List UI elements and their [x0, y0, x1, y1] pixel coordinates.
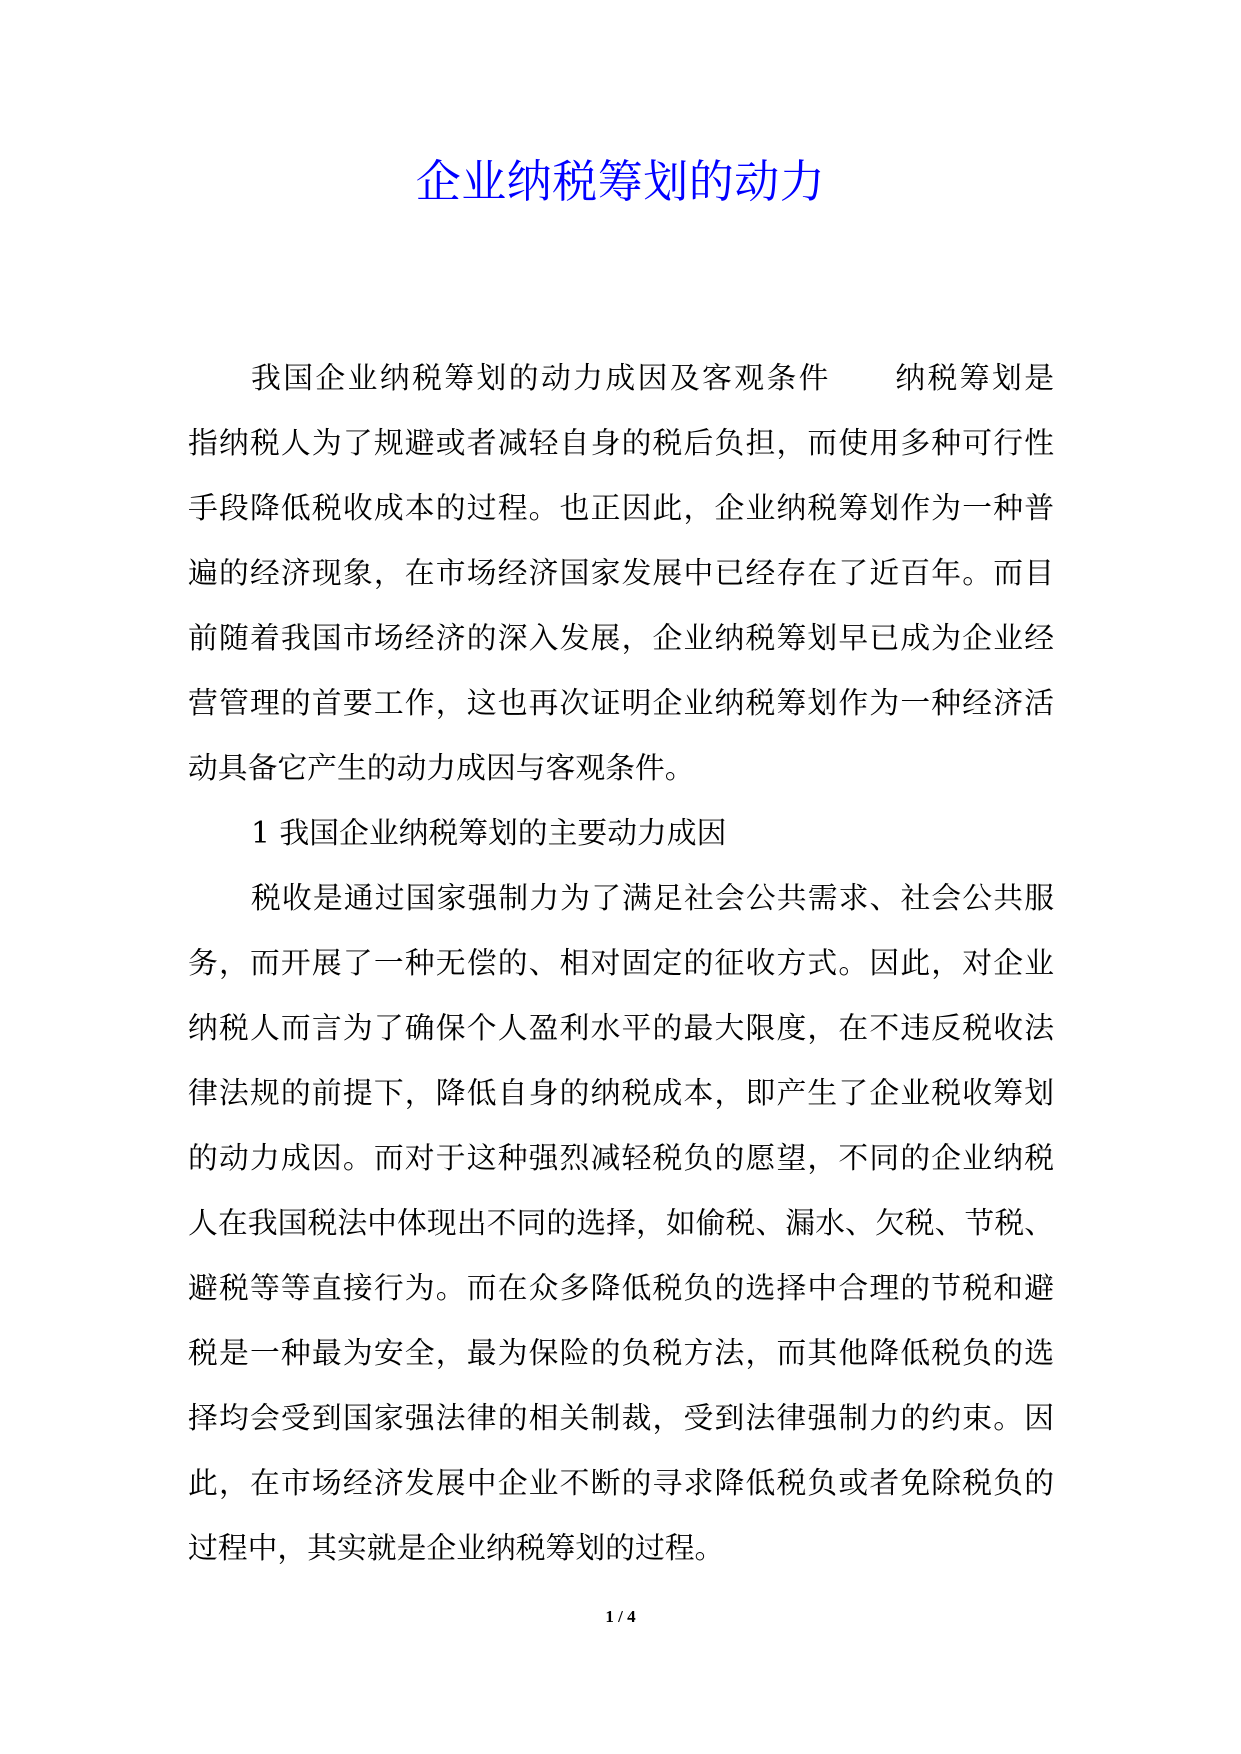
paragraph-intro: [188, 346, 1054, 801]
text-line: 避税等等直接行为。而在众多降低税负的选择中合理的节税和避: [188, 1271, 1054, 1306]
text-line: 过程中，其实就是企业纳税筹划的过程。: [188, 1531, 725, 1566]
paragraph-body: [188, 866, 1054, 1581]
text-line: 遍的经济现象，在市场经济国家发展中已经存在了近百年。而目: [188, 556, 1054, 591]
text-line: 前随着我国市场经济的深入发展，企业纳税筹划早已成为企业经: [188, 621, 1054, 656]
text-line: 人在我国税法中体现出不同的选择，如偷税、漏水、欠税、节税、: [188, 1206, 1054, 1241]
text-line: 此，在市场经济发展中企业不断的寻求降低税负或者免除税负的: [188, 1466, 1054, 1501]
text-line: 营管理的首要工作，这也再次证明企业纳税筹划作为一种经济活: [188, 686, 1054, 721]
text-line: 择均会受到国家强法律的相关制裁，受到法律强制力的约束。因: [188, 1401, 1054, 1436]
text-line: 指纳税人为了规避或者减轻自身的税后负担，而使用多种可行性: [188, 426, 1054, 461]
text-line: 手段降低税收成本的过程。也正因此，企业纳税筹划作为一种普: [188, 491, 1054, 526]
document-body: [188, 346, 1054, 1581]
text-line: 动具备它产生的动力成因与客观条件。: [188, 751, 695, 786]
text-line: 的动力成因。而对于这种强烈减轻税负的愿望，不同的企业纳税: [188, 1141, 1054, 1176]
text-line: 税收是通过国家强制力为了满足社会公共需求、社会公共服: [251, 881, 1054, 916]
document-title: 企业纳税筹划的动力: [415, 155, 826, 208]
text-line: 税是一种最为安全，最为保险的负税方法，而其他降低税负的选: [188, 1336, 1054, 1371]
section-heading: [188, 801, 1054, 866]
page-number: 1 / 4: [605, 1607, 636, 1626]
text-line: 我国企业纳税筹划的动力成因及客观条件 纳税筹划是: [251, 361, 1054, 396]
text-line: 纳税人而言为了确保个人盈利水平的最大限度，在不违反税收法: [188, 1011, 1054, 1046]
text-line: 律法规的前提下，降低自身的纳税成本，即产生了企业税收筹划: [188, 1076, 1054, 1111]
text-line: 务，而开展了一种无偿的、相对固定的征收方式。因此，对企业: [188, 946, 1054, 981]
section-heading-text: 1 我国企业纳税筹划的主要动力成因: [251, 816, 727, 851]
